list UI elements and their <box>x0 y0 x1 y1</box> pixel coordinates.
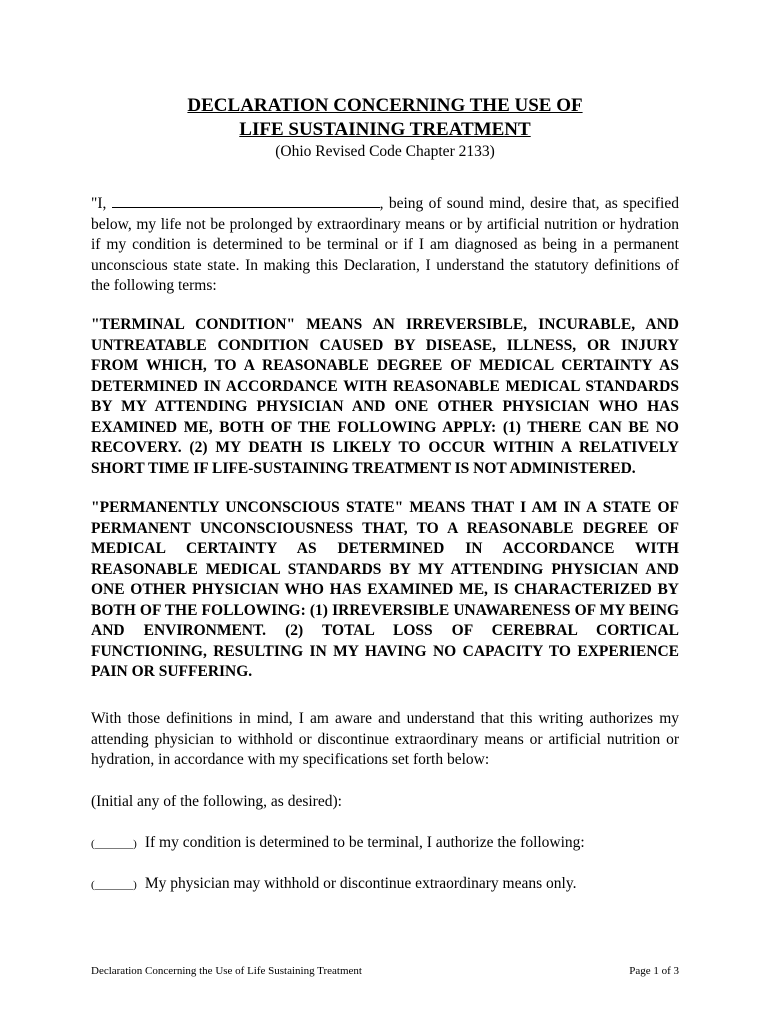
initial-blank-2[interactable]: (_______) <box>91 879 137 891</box>
option-terminal-authorization <box>91 833 679 854</box>
footer-document-title: Declaration Concerning the Use of Life Sustaining Treatment <box>91 965 362 977</box>
declarant-name-field[interactable] <box>112 193 380 208</box>
terminal-condition-definition: "TERMINAL CONDITION" MEANS AN IRREVERSIBLE, INCURABLE, AND UNTREATABLE CONDITION CAUSED BY DISEASE, ILLNESS, OR INJURY FROM WHICH, TO A REASONABLE DEGREE OF MEDICAL CERTAINTY AS DETERMINED IN ACCORDANCE WITH REASONABLE MEDICAL STANDARDS BY MY ATTENDING PHYSICIAN AND ONE OTHER PHYSICIAN WHO HAS EXAMINED ME, BOTH OF THE FOLLOWING APPLY: (1) THERE CAN BE NO RECOVERY. (2) MY DEATH IS LIKELY TO OCCUR WITHIN A RELATIVELY SHORT TIME IF LIFE-SUSTAINING TREATMENT IS NOT ADMINISTERED. <box>91 316 679 477</box>
title-line-2: LIFE SUSTAINING TREATMENT <box>239 119 531 140</box>
footer-page-number: Page 1 of 3 <box>629 965 679 977</box>
subtitle: (Ohio Revised Code Chapter 2133) <box>275 143 495 160</box>
title-line-1: DECLARATION CONCERNING THE USE OF <box>187 95 583 116</box>
option-2-text: My physician may withhold or discontinue extraordinary means only. <box>144 875 577 892</box>
intro-suffix: , being of sound mind, desire that, as specified below, my life not be prolonged by extraordinary means or by artificial nutrition or hydration if my condition is determined to be terminal or if I am diagnosed as being in a permanent unconscious state state. In making this Declaration, I understand the statutory definitions of the following terms: <box>91 195 679 294</box>
option-1-text: If my condition is determined to be terminal, I authorize the following: <box>144 834 585 851</box>
option-extraordinary-means <box>91 874 679 895</box>
intro-prefix: "I, <box>91 195 112 212</box>
initial-blank-1[interactable]: (_______) <box>91 838 137 850</box>
authorization-paragraph: With those definitions in mind, I am aware and understand that this writing authorizes my attending physician to withhold or discontinue extraordinary means or artificial nutrition or hydration, in accordance with my specifications set forth below: <box>91 710 679 768</box>
initial-instruction: (Initial any of the following, as desired): <box>91 793 342 810</box>
permanently-unconscious-definition: "PERMANENTLY UNCONSCIOUS STATE" MEANS THAT I AM IN A STATE OF PERMANENT UNCONSCIOUSNESS THAT, TO A REASONABLE DEGREE OF MEDICAL CERTAINTY AS DETERMINED IN ACCORDANCE WITH REASONABLE MEDICAL STANDARDS BY MY ATTENDING PHYSICIAN AND ONE OTHER PHYSICIAN WHO HAS EXAMINED ME, IS CHARACTERIZED BY BOTH OF THE FOLLOWING: (1) IRREVERSIBLE UNAWARENESS OF MY BEING AND ENVIRONMENT. (2) TOTAL LOSS OF CEREBRAL CORTICAL FUNCTIONING, RESULTING IN MY HAVING NO CAPACITY TO EXPERIENCE PAIN OR SUFFERING. <box>91 499 679 680</box>
intro-paragraph <box>91 193 679 297</box>
